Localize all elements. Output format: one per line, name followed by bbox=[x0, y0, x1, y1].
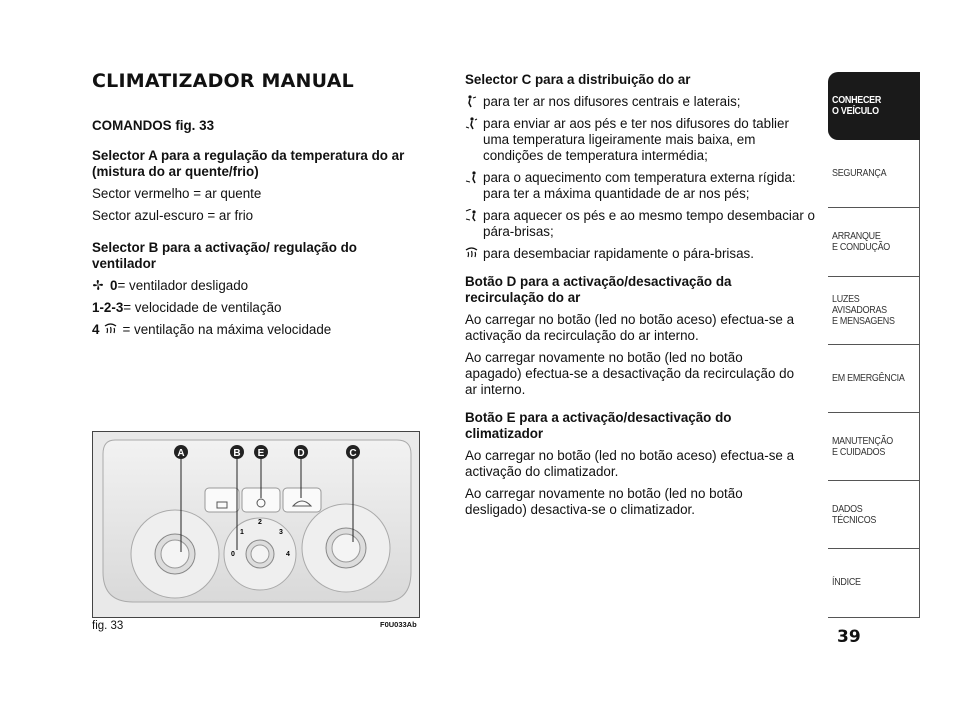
label-c: C bbox=[349, 448, 357, 459]
botao-e-paragraph: Ao carregar no botão (led no botão aceso) efectua-se a activação do climatizador. bbox=[465, 448, 795, 479]
tab-dados-tecnicos[interactable]: DADOS TÉCNICOS bbox=[828, 481, 920, 549]
air-feet-windscreen-icon bbox=[465, 208, 483, 222]
selector-a-line: Sector vermelho = ar quente bbox=[92, 186, 262, 201]
botao-e-paragraph: Ao carregar novamente no botão (led no botão desligado) desactiva-se o climatizador. bbox=[465, 486, 743, 517]
botao-d-paragraph: Ao carregar novamente no botão (led no botão apagado) efectua-se a desactivação da recirculação do ar interno. bbox=[465, 350, 795, 397]
distribution-item: para aquecer os pés e ao mesmo tempo desembaciar o pára-brisas; bbox=[465, 208, 817, 240]
botao-e-heading: Botão E para a activação/desactivação do climatizador bbox=[465, 410, 732, 441]
fan-off-line: 0 = ventilador desligado bbox=[92, 278, 422, 294]
figure-caption: fig. 33 bbox=[92, 620, 124, 632]
botao-d-paragraph: Ao carregar no botão (led no botão aceso) efectua-se a activação da recirculação do ar interno. bbox=[465, 312, 795, 343]
max-defrost-icon bbox=[104, 322, 122, 336]
climate-control-panel-illustration bbox=[93, 432, 419, 617]
air-face-feet-icon bbox=[465, 116, 483, 130]
label-a: A bbox=[177, 448, 185, 459]
fan-tick-label: 2 bbox=[258, 519, 262, 526]
figure-33 bbox=[92, 431, 420, 618]
botao-d-heading: Botão D para a activação/desactivação da recirculação do ar bbox=[465, 274, 732, 305]
distribution-item: para desembaciar rapidamente o pára-brisas. bbox=[465, 246, 817, 262]
page-title: CLIMATIZADOR MANUAL bbox=[92, 70, 354, 92]
distribution-item: para ter ar nos difusores centrais e laterais; bbox=[465, 94, 817, 110]
distribution-item: para enviar ar aos pés e ter nos difusores do tablier uma temperatura ligeiramente mais baixa, em condições de temperatura intermédia; bbox=[465, 116, 817, 164]
tab-arranque-e-conducao[interactable]: ARRANQUE E CONDUÇÃO bbox=[828, 208, 920, 276]
fan-max-line: 4 = ventilação na máxima velocidade bbox=[92, 322, 332, 337]
label-e: E bbox=[257, 448, 265, 459]
chapter-tabs bbox=[828, 72, 920, 618]
left-column bbox=[92, 70, 422, 344]
fan-tick-label: 1 bbox=[240, 529, 244, 536]
label-d: D bbox=[297, 448, 305, 459]
air-face-icon bbox=[465, 94, 483, 108]
fan-tick-label: 0 bbox=[231, 551, 235, 558]
tab-seguranca[interactable]: SEGURANÇA bbox=[828, 140, 920, 208]
selector-a-line: Sector azul-escuro = ar frio bbox=[92, 208, 254, 223]
selector-a-heading: Selector A para a regulação da temperatura do ar (mistura do ar quente/frio) bbox=[92, 148, 405, 179]
figure-code: F0U033Ab bbox=[380, 620, 417, 629]
tab-conhecer-o-veiculo[interactable]: CONHECER O VEÍCULO bbox=[828, 72, 920, 140]
selector-b-heading: Selector B para a activação/ regulação do ventilador bbox=[92, 240, 357, 271]
tab-indice[interactable]: ÍNDICE bbox=[828, 549, 920, 617]
tab-em-emergencia[interactable]: EM EMERGÊNCIA bbox=[828, 345, 920, 413]
fan-off-icon bbox=[92, 278, 110, 292]
selector-c-heading: Selector C para a distribuição do ar bbox=[465, 72, 691, 87]
fan-tick-label: 4 bbox=[286, 551, 290, 558]
fan-tick-label: 3 bbox=[279, 529, 283, 536]
distribution-item: para o aquecimento com temperatura externa rígida: para ter a máxima quantidade de ar nos pés; bbox=[465, 170, 817, 202]
fan-speed-line: 1-2-3 = velocidade de ventilação bbox=[92, 300, 282, 315]
right-column bbox=[465, 72, 817, 524]
tab-manutencao[interactable]: MANUTENÇÃO E CUIDADOS bbox=[828, 413, 920, 481]
tab-luzes-avisadoras[interactable]: LUZES AVISADORAS E MENSAGENS bbox=[828, 277, 920, 345]
page-number: 39 bbox=[837, 627, 861, 647]
section-subtitle: COMANDOS fig. 33 bbox=[92, 118, 215, 133]
windscreen-defrost-icon bbox=[465, 246, 483, 260]
label-b: B bbox=[233, 448, 241, 459]
air-feet-icon bbox=[465, 170, 483, 184]
